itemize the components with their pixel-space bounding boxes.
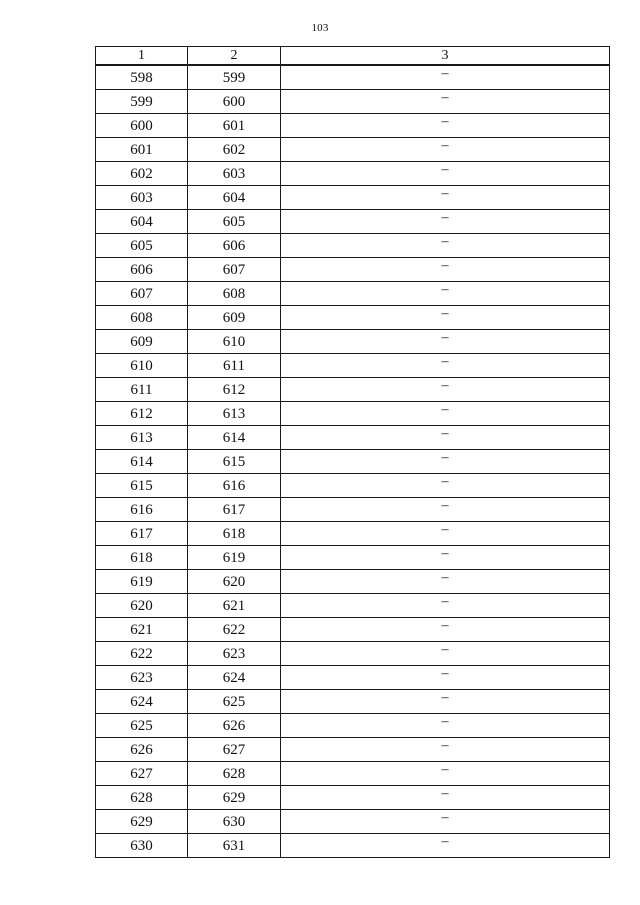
table-row	[96, 666, 610, 690]
table-cell-col-3: –	[281, 162, 610, 186]
table-row	[96, 594, 610, 618]
table-cell-col-3: –	[281, 666, 610, 690]
table-cell-col-1: 614	[96, 450, 188, 474]
table-cell-col-1: 602	[96, 162, 188, 186]
table-cell-col-3: –	[281, 786, 610, 810]
table-cell-col-2: 603	[188, 162, 281, 186]
table-cell-col-3: –	[281, 834, 610, 858]
column-header-2: 2	[188, 47, 281, 66]
table-row	[96, 786, 610, 810]
table-row	[96, 65, 610, 90]
table-cell-col-1: 624	[96, 690, 188, 714]
table-row	[96, 306, 610, 330]
table-row	[96, 354, 610, 378]
header-row	[96, 47, 610, 66]
table-cell-col-3: –	[281, 762, 610, 786]
table-row	[96, 450, 610, 474]
table-row	[96, 570, 610, 594]
table-cell-col-1: 613	[96, 426, 188, 450]
table-row	[96, 426, 610, 450]
table-cell-col-1: 620	[96, 594, 188, 618]
table-cell-col-2: 614	[188, 426, 281, 450]
table-cell-col-2: 630	[188, 810, 281, 834]
column-header-1: 1	[96, 47, 188, 66]
table-cell-col-2: 606	[188, 234, 281, 258]
table-cell-col-2: 601	[188, 114, 281, 138]
table-cell-col-2: 612	[188, 378, 281, 402]
table-cell-col-2: 618	[188, 522, 281, 546]
table-row	[96, 258, 610, 282]
page-number: 103	[311, 22, 329, 34]
data-table-container	[95, 46, 609, 858]
table-cell-col-1: 611	[96, 378, 188, 402]
table-cell-col-2: 624	[188, 666, 281, 690]
table-cell-col-2: 599	[188, 65, 281, 90]
table-cell-col-1: 621	[96, 618, 188, 642]
table-cell-col-3: –	[281, 426, 610, 450]
table-cell-col-2: 613	[188, 402, 281, 426]
column-header-3: 3	[281, 47, 610, 66]
table-cell-col-3: –	[281, 402, 610, 426]
table-cell-col-2: 622	[188, 618, 281, 642]
table-cell-col-1: 616	[96, 498, 188, 522]
table-cell-col-3: –	[281, 474, 610, 498]
table-cell-col-1: 625	[96, 714, 188, 738]
table-row	[96, 618, 610, 642]
table-cell-col-1: 603	[96, 186, 188, 210]
table-row	[96, 642, 610, 666]
table-cell-col-1: 618	[96, 546, 188, 570]
table-cell-col-3: –	[281, 306, 610, 330]
table-row	[96, 90, 610, 114]
table-cell-col-1: 605	[96, 234, 188, 258]
table-cell-col-1: 619	[96, 570, 188, 594]
table-cell-col-1: 609	[96, 330, 188, 354]
table-cell-col-2: 607	[188, 258, 281, 282]
table-row	[96, 810, 610, 834]
table-cell-col-2: 626	[188, 714, 281, 738]
table-cell-col-1: 600	[96, 114, 188, 138]
table-cell-col-3: –	[281, 258, 610, 282]
table-cell-col-2: 620	[188, 570, 281, 594]
table-row	[96, 114, 610, 138]
table-cell-col-2: 627	[188, 738, 281, 762]
table-row	[96, 474, 610, 498]
table-cell-col-2: 631	[188, 834, 281, 858]
table-cell-col-2: 600	[188, 90, 281, 114]
table-cell-col-3: –	[281, 690, 610, 714]
table-cell-col-3: –	[281, 138, 610, 162]
table-cell-col-1: 617	[96, 522, 188, 546]
table-cell-col-1: 623	[96, 666, 188, 690]
table-cell-col-3: –	[281, 234, 610, 258]
table-cell-col-2: 617	[188, 498, 281, 522]
table-cell-col-1: 629	[96, 810, 188, 834]
table-row	[96, 282, 610, 306]
table-row	[96, 738, 610, 762]
table-cell-col-3: –	[281, 65, 610, 90]
table-cell-col-3: –	[281, 642, 610, 666]
table-row	[96, 498, 610, 522]
table-cell-col-1: 622	[96, 642, 188, 666]
table-cell-col-1: 608	[96, 306, 188, 330]
table-row	[96, 234, 610, 258]
table-cell-col-2: 615	[188, 450, 281, 474]
table-cell-col-1: 610	[96, 354, 188, 378]
table-row	[96, 762, 610, 786]
table-cell-col-2: 611	[188, 354, 281, 378]
table-cell-col-1: 626	[96, 738, 188, 762]
table-row	[96, 690, 610, 714]
table-cell-col-3: –	[281, 450, 610, 474]
table-cell-col-3: –	[281, 114, 610, 138]
table-row	[96, 402, 610, 426]
table-cell-col-3: –	[281, 618, 610, 642]
table-row	[96, 210, 610, 234]
table-row	[96, 834, 610, 858]
table-cell-col-3: –	[281, 738, 610, 762]
table-cell-col-2: 604	[188, 186, 281, 210]
table-cell-col-2: 625	[188, 690, 281, 714]
table-cell-col-2: 605	[188, 210, 281, 234]
table-row	[96, 546, 610, 570]
table-cell-col-1: 604	[96, 210, 188, 234]
table-row	[96, 162, 610, 186]
table-cell-col-1: 628	[96, 786, 188, 810]
table-cell-col-3: –	[281, 594, 610, 618]
table-cell-col-3: –	[281, 810, 610, 834]
table-header	[96, 47, 610, 66]
table-cell-col-3: –	[281, 282, 610, 306]
table-cell-col-2: 616	[188, 474, 281, 498]
table-cell-col-3: –	[281, 90, 610, 114]
table-cell-col-1: 599	[96, 90, 188, 114]
table-cell-col-3: –	[281, 354, 610, 378]
table-row	[96, 330, 610, 354]
table-cell-col-2: 602	[188, 138, 281, 162]
table-cell-col-3: –	[281, 546, 610, 570]
table-cell-col-1: 598	[96, 65, 188, 90]
table-row	[96, 186, 610, 210]
table-row	[96, 522, 610, 546]
table-cell-col-2: 623	[188, 642, 281, 666]
table-cell-col-1: 630	[96, 834, 188, 858]
table-cell-col-2: 628	[188, 762, 281, 786]
table-cell-col-1: 615	[96, 474, 188, 498]
table-cell-col-1: 607	[96, 282, 188, 306]
table-row	[96, 714, 610, 738]
table-cell-col-2: 619	[188, 546, 281, 570]
table-body	[96, 65, 610, 858]
table-cell-col-1: 601	[96, 138, 188, 162]
table-row	[96, 378, 610, 402]
table-cell-col-3: –	[281, 330, 610, 354]
table-cell-col-3: –	[281, 210, 610, 234]
table-cell-col-2: 608	[188, 282, 281, 306]
data-table	[95, 46, 610, 858]
table-cell-col-3: –	[281, 186, 610, 210]
table-cell-col-1: 627	[96, 762, 188, 786]
table-cell-col-1: 612	[96, 402, 188, 426]
table-cell-col-2: 609	[188, 306, 281, 330]
table-cell-col-3: –	[281, 498, 610, 522]
table-cell-col-1: 606	[96, 258, 188, 282]
table-row	[96, 138, 610, 162]
table-cell-col-3: –	[281, 378, 610, 402]
table-cell-col-3: –	[281, 570, 610, 594]
table-cell-col-3: –	[281, 714, 610, 738]
table-cell-col-2: 621	[188, 594, 281, 618]
table-cell-col-3: –	[281, 522, 610, 546]
table-cell-col-2: 610	[188, 330, 281, 354]
table-cell-col-2: 629	[188, 786, 281, 810]
